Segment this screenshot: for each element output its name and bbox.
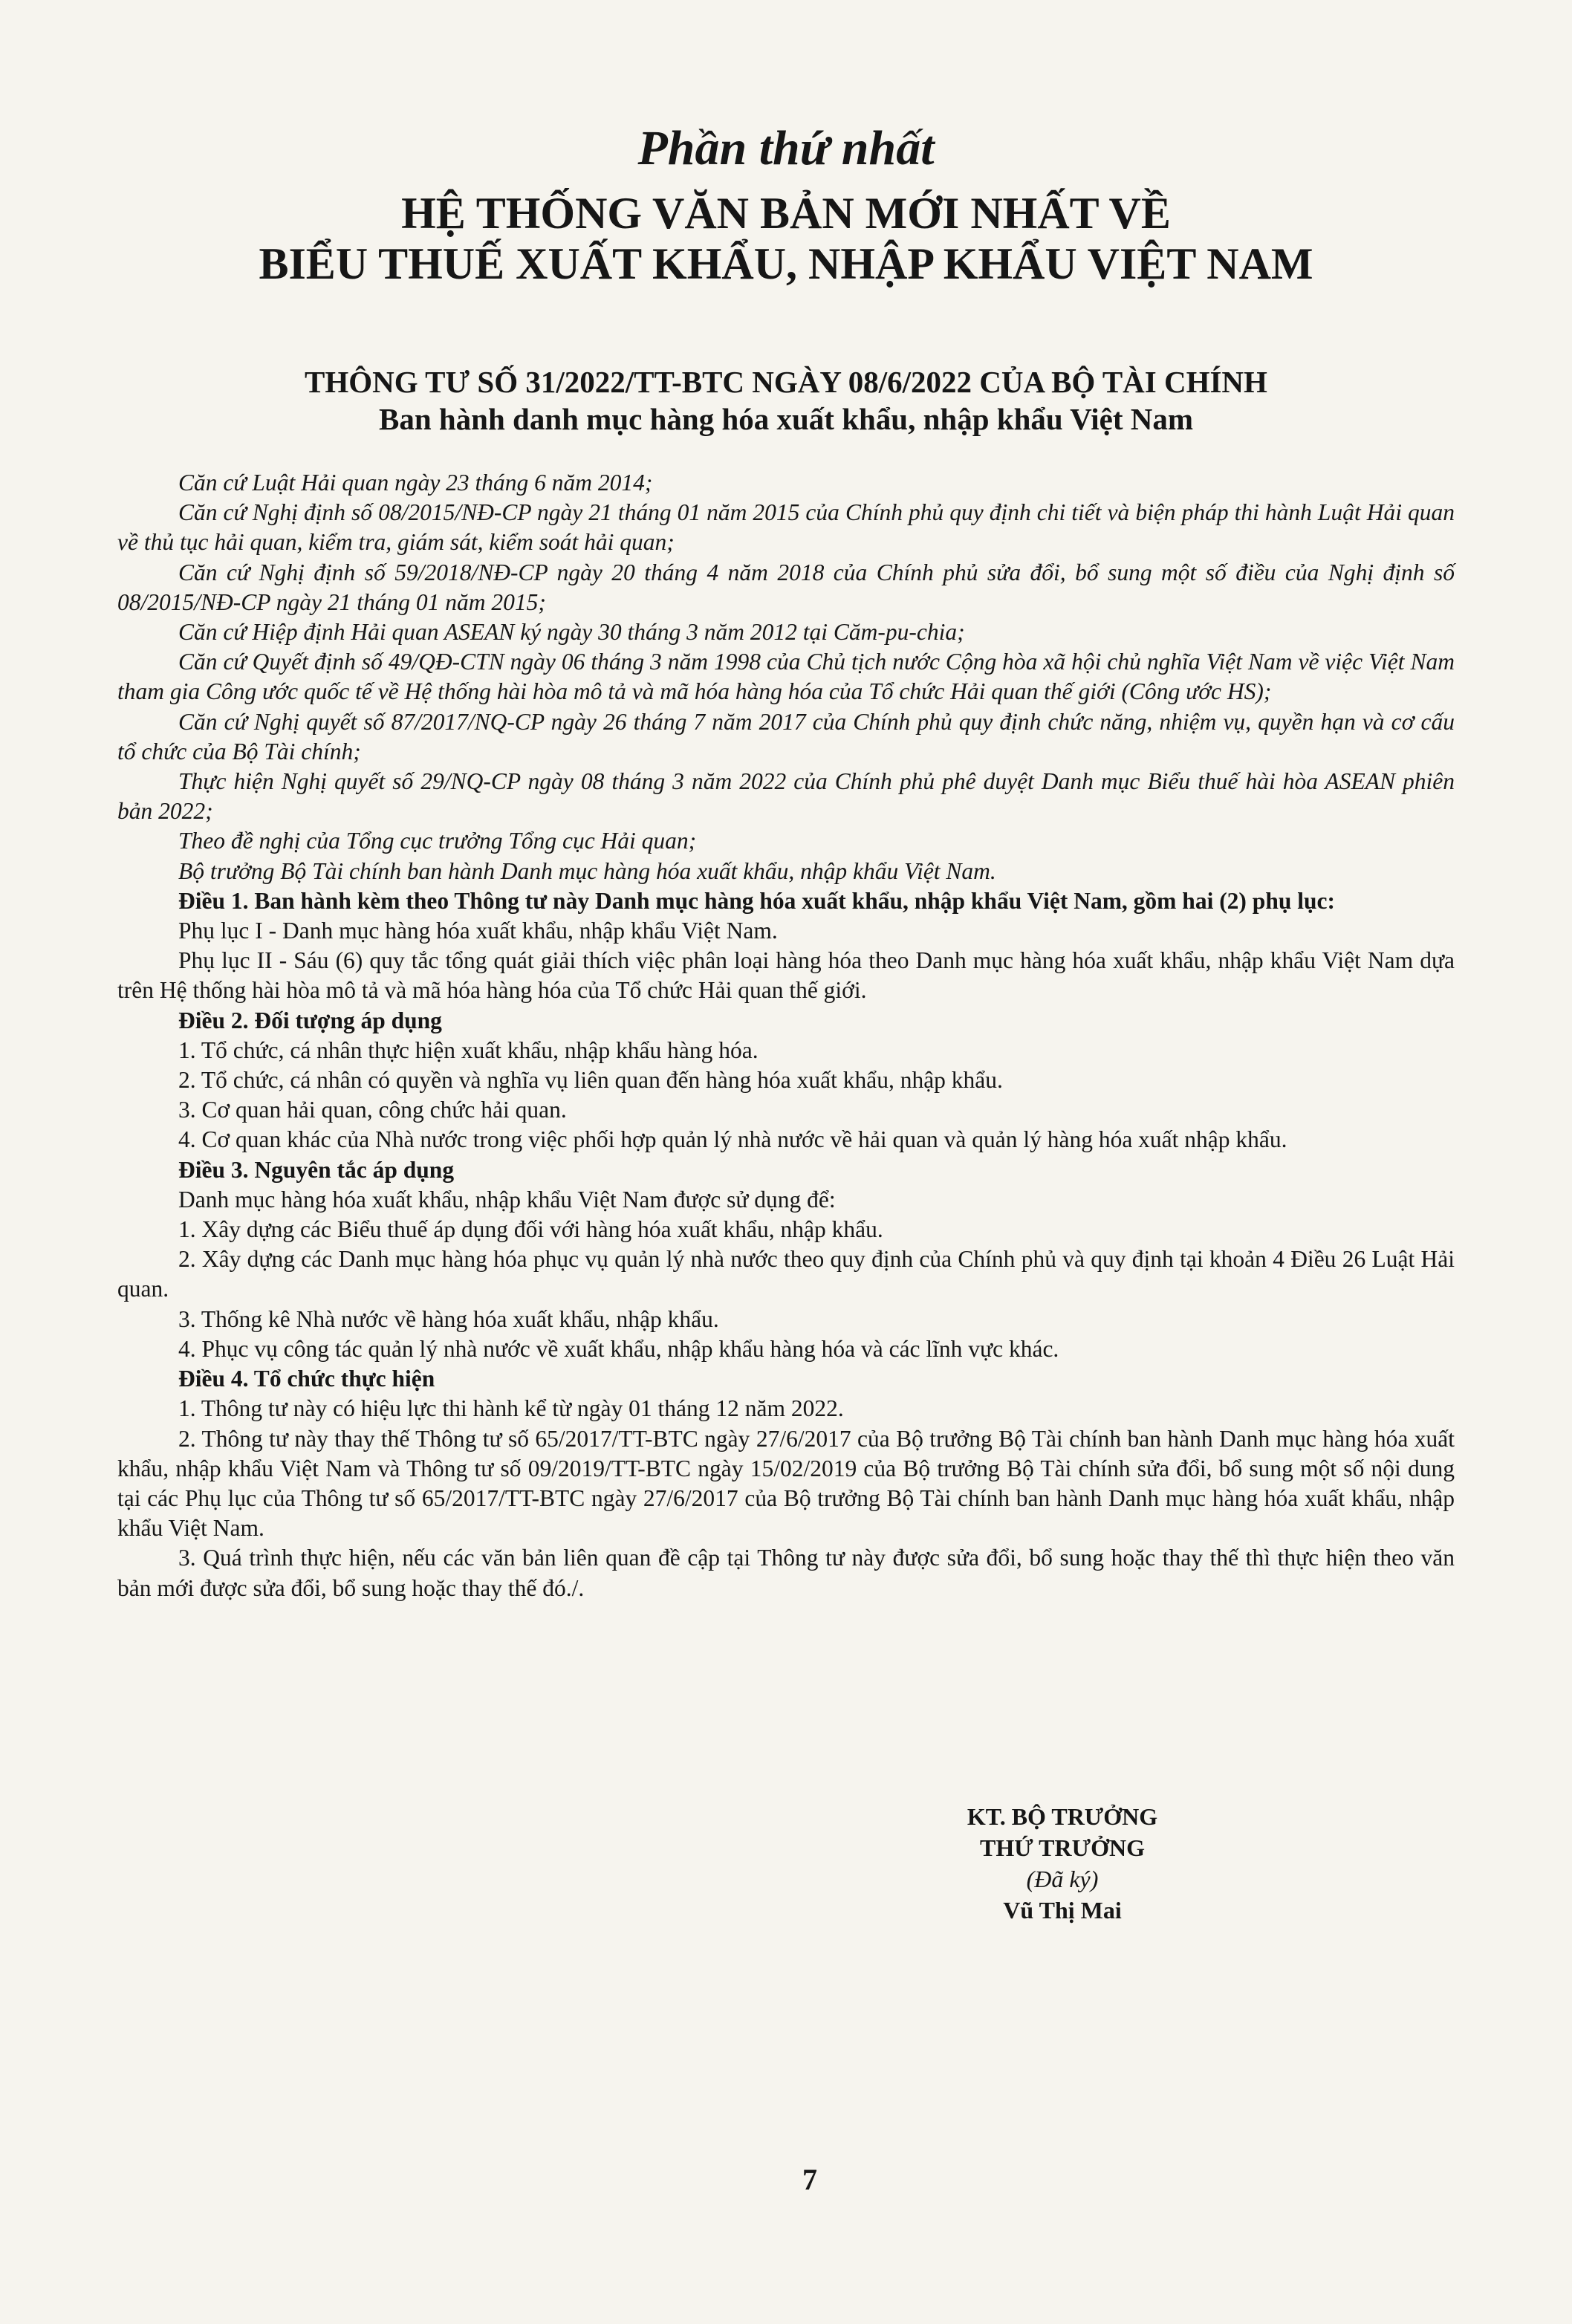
legal-basis-9: Bộ trưởng Bộ Tài chính ban hành Danh mục hàng hóa xuất khẩu, nhập khẩu Việt Nam. (178, 857, 996, 884)
article-3-intro: Danh mục hàng hóa xuất khẩu, nhập khẩu Việt Nam được sử dụng để: (178, 1186, 836, 1213)
legal-basis-6: Căn cứ Nghị quyết số 87/2017/NQ-CP ngày 26 tháng 7 năm 2017 của Chính phủ quy định chức năng, nhiệm vụ, quyền hạn và cơ cấu tổ chức của Bộ Tài chính; (117, 708, 1455, 765)
article-2-item: 3. Cơ quan hải quan, công chức hải quan. (178, 1097, 567, 1123)
article-3-item: 1. Xây dựng các Biểu thuế áp dụng đối với hàng hóa xuất khẩu, nhập khẩu. (178, 1216, 883, 1243)
legal-basis-3: Căn cứ Nghị định số 59/2018/NĐ-CP ngày 20 tháng 4 năm 2018 của Chính phủ sửa đổi, bổ sung một số điều của Nghị định số 08/2015/NĐ-CP ngày 21 tháng 01 năm 2015; (117, 559, 1455, 615)
page-number: 7 (802, 2163, 817, 2196)
signature-signed-note: (Đã ký) (1026, 1866, 1099, 1892)
signature-position: THỨ TRƯỞNG (980, 1834, 1145, 1861)
main-title-line-1: HỆ THỐNG VĂN BẢN MỚI NHẤT VỀ (401, 189, 1171, 238)
article-3-heading: Điều 3. Nguyên tắc áp dụng (178, 1156, 455, 1183)
legal-basis-8: Theo đề nghị của Tổng cục trưởng Tổng cục Hải quan; (178, 828, 697, 854)
article-3-item: 2. Xây dựng các Danh mục hàng hóa phục vụ quản lý nhà nước theo quy định của Chính phủ và quy định tại khoản 4 Điều 26 Luật Hải quan. (117, 1246, 1455, 1302)
article-2-item: 1. Tổ chức, cá nhân thực hiện xuất khẩu, nhập khẩu hàng hóa. (178, 1036, 759, 1063)
document-title: THÔNG TƯ SỐ 31/2022/TT-BTC NGÀY 08/6/2022 CỦA BỘ TÀI CHÍNH (305, 365, 1267, 399)
article-2-item: 2. Tổ chức, cá nhân có quyền và nghĩa vụ liên quan đến hàng hóa xuất khẩu, nhập khẩu. (178, 1067, 1003, 1094)
legal-basis-1: Căn cứ Luật Hải quan ngày 23 tháng 6 năm 2014; (178, 470, 653, 496)
article-4-item: 3. Quá trình thực hiện, nếu các văn bản liên quan đề cập tại Thông tư này được sửa đổi, bổ sung hoặc thay thế thì thực hiện theo văn bản mới được sửa đổi, bổ sung hoặc thay thế đó./. (117, 1545, 1455, 1601)
document-subtitle: Ban hành danh mục hàng hóa xuất khẩu, nhập khẩu Việt Nam (378, 402, 1194, 436)
article-2-item: 4. Cơ quan khác của Nhà nước trong việc phối hợp quản lý nhà nước về hải quan và quản lý hàng hóa xuất nhập khẩu. (178, 1126, 1287, 1153)
document-body (117, 468, 1455, 1603)
article-1-item: Phụ lục II - Sáu (6) quy tắc tổng quát giải thích việc phân loại hàng hóa theo Danh mục hàng hóa xuất khẩu, nhập khẩu Việt Nam dựa trên Hệ thống hài hòa mô tả và mã hóa hàng hóa của Tổ chức Hải quan thế giới. (117, 947, 1455, 1004)
article-4-item: 1. Thông tư này có hiệu lực thi hành kể từ ngày 01 tháng 12 năm 2022. (178, 1395, 844, 1422)
article-1-heading: Điều 1. Ban hành kèm theo Thông tư này Danh mục hàng hóa xuất khẩu, nhập khẩu Việt Nam, gồm hai (2) phụ lục: (178, 887, 1335, 914)
legal-basis-7: Thực hiện Nghị quyết số 29/NQ-CP ngày 08 tháng 3 năm 2022 của Chính phủ phê duyệt Danh mục Biểu thuế hài hòa ASEAN phiên bản 2022; (117, 768, 1455, 825)
article-4-item: 2. Thông tư này thay thế Thông tư số 65/2017/TT-BTC ngày 27/6/2017 của Bộ trưởng Bộ Tài chính ban hành Danh mục hàng hóa xuất khẩu, nhập khẩu Việt Nam và Thông tư số 09/2019/TT-BTC ngày 15/02/2019 của Bộ trưởng Bộ Tài chính sửa đổi, bổ sung một số nội dung tại các Phụ lục của Thông tư số 65/2017/TT-BTC ngày 27/6/2017 của Bộ trưởng Bộ Tài chính ban hành Danh mục hàng hóa xuất khẩu, nhập khẩu Việt Nam. (117, 1425, 1455, 1542)
article-1-item: Phụ lục I - Danh mục hàng hóa xuất khẩu, nhập khẩu Việt Nam. (178, 918, 778, 944)
main-title-line-2: BIỂU THUẾ XUẤT KHẨU, NHẬP KHẨU VIỆT NAM (259, 239, 1313, 288)
legal-basis-5: Căn cứ Quyết định số 49/QĐ-CTN ngày 06 tháng 3 năm 1998 của Chủ tịch nước Cộng hòa xã hội chủ nghĩa Việt Nam về việc Việt Nam tham gia Công ước quốc tế về Hệ thống hài hòa mô tả và mã hóa hàng hóa của Tổ chức Hải quan thế giới (Công ước HS); (117, 649, 1455, 705)
article-2-heading: Điều 2. Đối tượng áp dụng (178, 1007, 442, 1033)
part-title: Phần thứ nhất (637, 121, 935, 175)
legal-basis-2: Căn cứ Nghị định số 08/2015/NĐ-CP ngày 21 tháng 01 năm 2015 của Chính phủ quy định chi tiết và biện pháp thi hành Luật Hải quan về thủ tục hải quan, kiểm tra, giám sát, kiểm soát hải quan; (117, 499, 1455, 556)
legal-basis-4: Căn cứ Hiệp định Hải quan ASEAN ký ngày 30 tháng 3 năm 2012 tại Căm-pu-chia; (178, 619, 965, 646)
signer-name: Vũ Thị Mai (1003, 1897, 1122, 1924)
article-3-item: 3. Thống kê Nhà nước về hàng hóa xuất khẩu, nhập khẩu. (178, 1305, 719, 1332)
article-3-item: 4. Phục vụ công tác quản lý nhà nước về xuất khẩu, nhập khẩu hàng hóa và các lĩnh vực khác. (178, 1335, 1059, 1362)
signature-title: KT. BỘ TRƯỞNG (967, 1803, 1158, 1830)
signature-block (869, 1801, 1256, 1926)
article-4-heading: Điều 4. Tổ chức thực hiện (178, 1366, 435, 1392)
